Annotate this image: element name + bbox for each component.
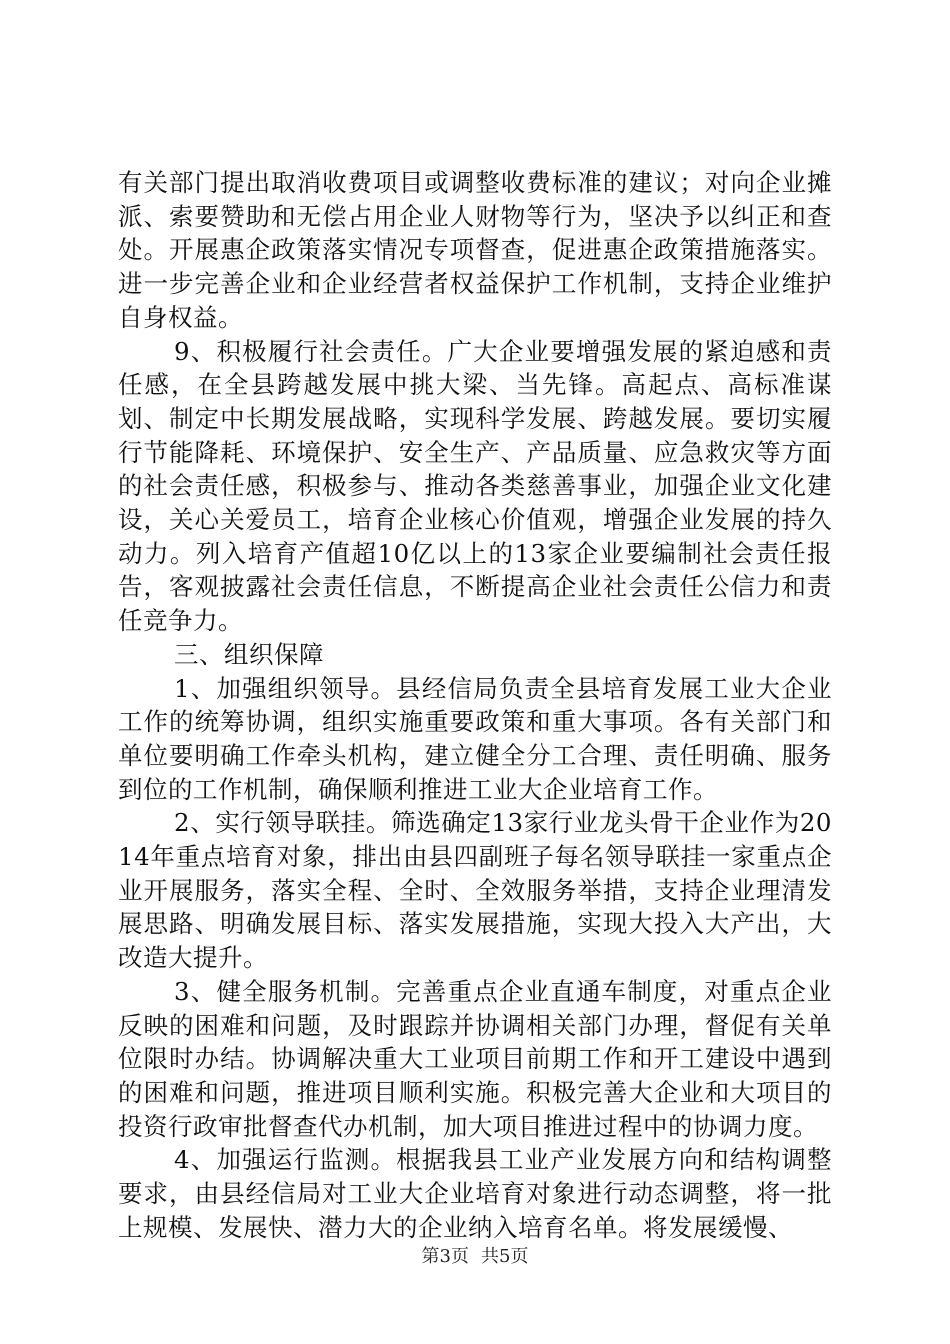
page-number: 第3页 bbox=[421, 1246, 469, 1267]
section-heading: 三、组织保障 bbox=[174, 639, 324, 669]
paragraph-item-9: 9、积极履行社会责任。广大企业要增强发展的紧迫感和责任感，在全县跨越发展中挑大梁、当先锋。高起点、高标准谋划、制定中长期发展战略，实现科学发展、跨越发展。要切实履行节能降耗、环境保护、安全生产、产品质量、应急救灾等方面的社会责任感，积极参与、推动各类慈善事业，加强企业文化建设，关心关爱员工，培育企业核心价值观，增强企业发展的持久动力。列入培育产值超10亿以上的13家企业要编制社会责任报告，客观披露社会责任信息，不断提高企业社会责任公信力和责任竞争力。 bbox=[118, 336, 832, 636]
paragraph-item-4: 4、加强运行监测。根据我县工业产业发展方向和结构调整要求，由县经信局对工业大企业培育对象进行动态调整，将一批上规模、发展快、潜力大的企业纳入培育名单。将发展缓慢、 bbox=[118, 1145, 832, 1242]
paragraph-item-1: 1、加强组织领导。县经信局负责全县培育发展工业大企业工作的统筹协调，组织实施重要政策和重大事项。各有关部门和单位要明确工作牵头机构，建立健全分工合理、责任明确、服务到位的工作机制，确保顺利推进工业大企业培育工作。 bbox=[118, 673, 832, 804]
paragraph-item-3: 3、健全服务机制。完善重点企业直通车制度，对重点企业反映的困难和问题，及时跟踪并协调相关部门办理，督促有关单位限时办结。协调解决重大工业项目前期工作和开工建设中遇到的困难和问题，推进项目顺利实施。积极完善大企业和大项目的投资行政审批督查代办机制，加大项目推进过程中的协调力度。 bbox=[118, 976, 832, 1141]
page-total: 共5页 bbox=[481, 1246, 529, 1267]
paragraph-continuation: 有关部门提出取消收费项目或调整收费标准的建议；对向企业摊派、索要赞助和无偿占用企业人财物等行为，坚决予以纠正和查处。开展惠企政策落实情况专项督查，促进惠企政策措施落实。进一步完善企业和企业经营者权益保护工作机制，支持企业维护自身权益。 bbox=[118, 168, 832, 332]
document-body bbox=[118, 166, 832, 1245]
page-footer bbox=[0, 1242, 950, 1268]
paragraph-item-2: 2、实行领导联挂。筛选确定13家行业龙头骨干企业作为2014年重点培育对象，排出由县四副班子每名领导联挂一家重点企业开展服务，落实全程、全时、全效服务举措，支持企业理清发展思路、明确发展目标、落实发展措施，实现大投入大产出，大改造大提升。 bbox=[118, 808, 832, 973]
